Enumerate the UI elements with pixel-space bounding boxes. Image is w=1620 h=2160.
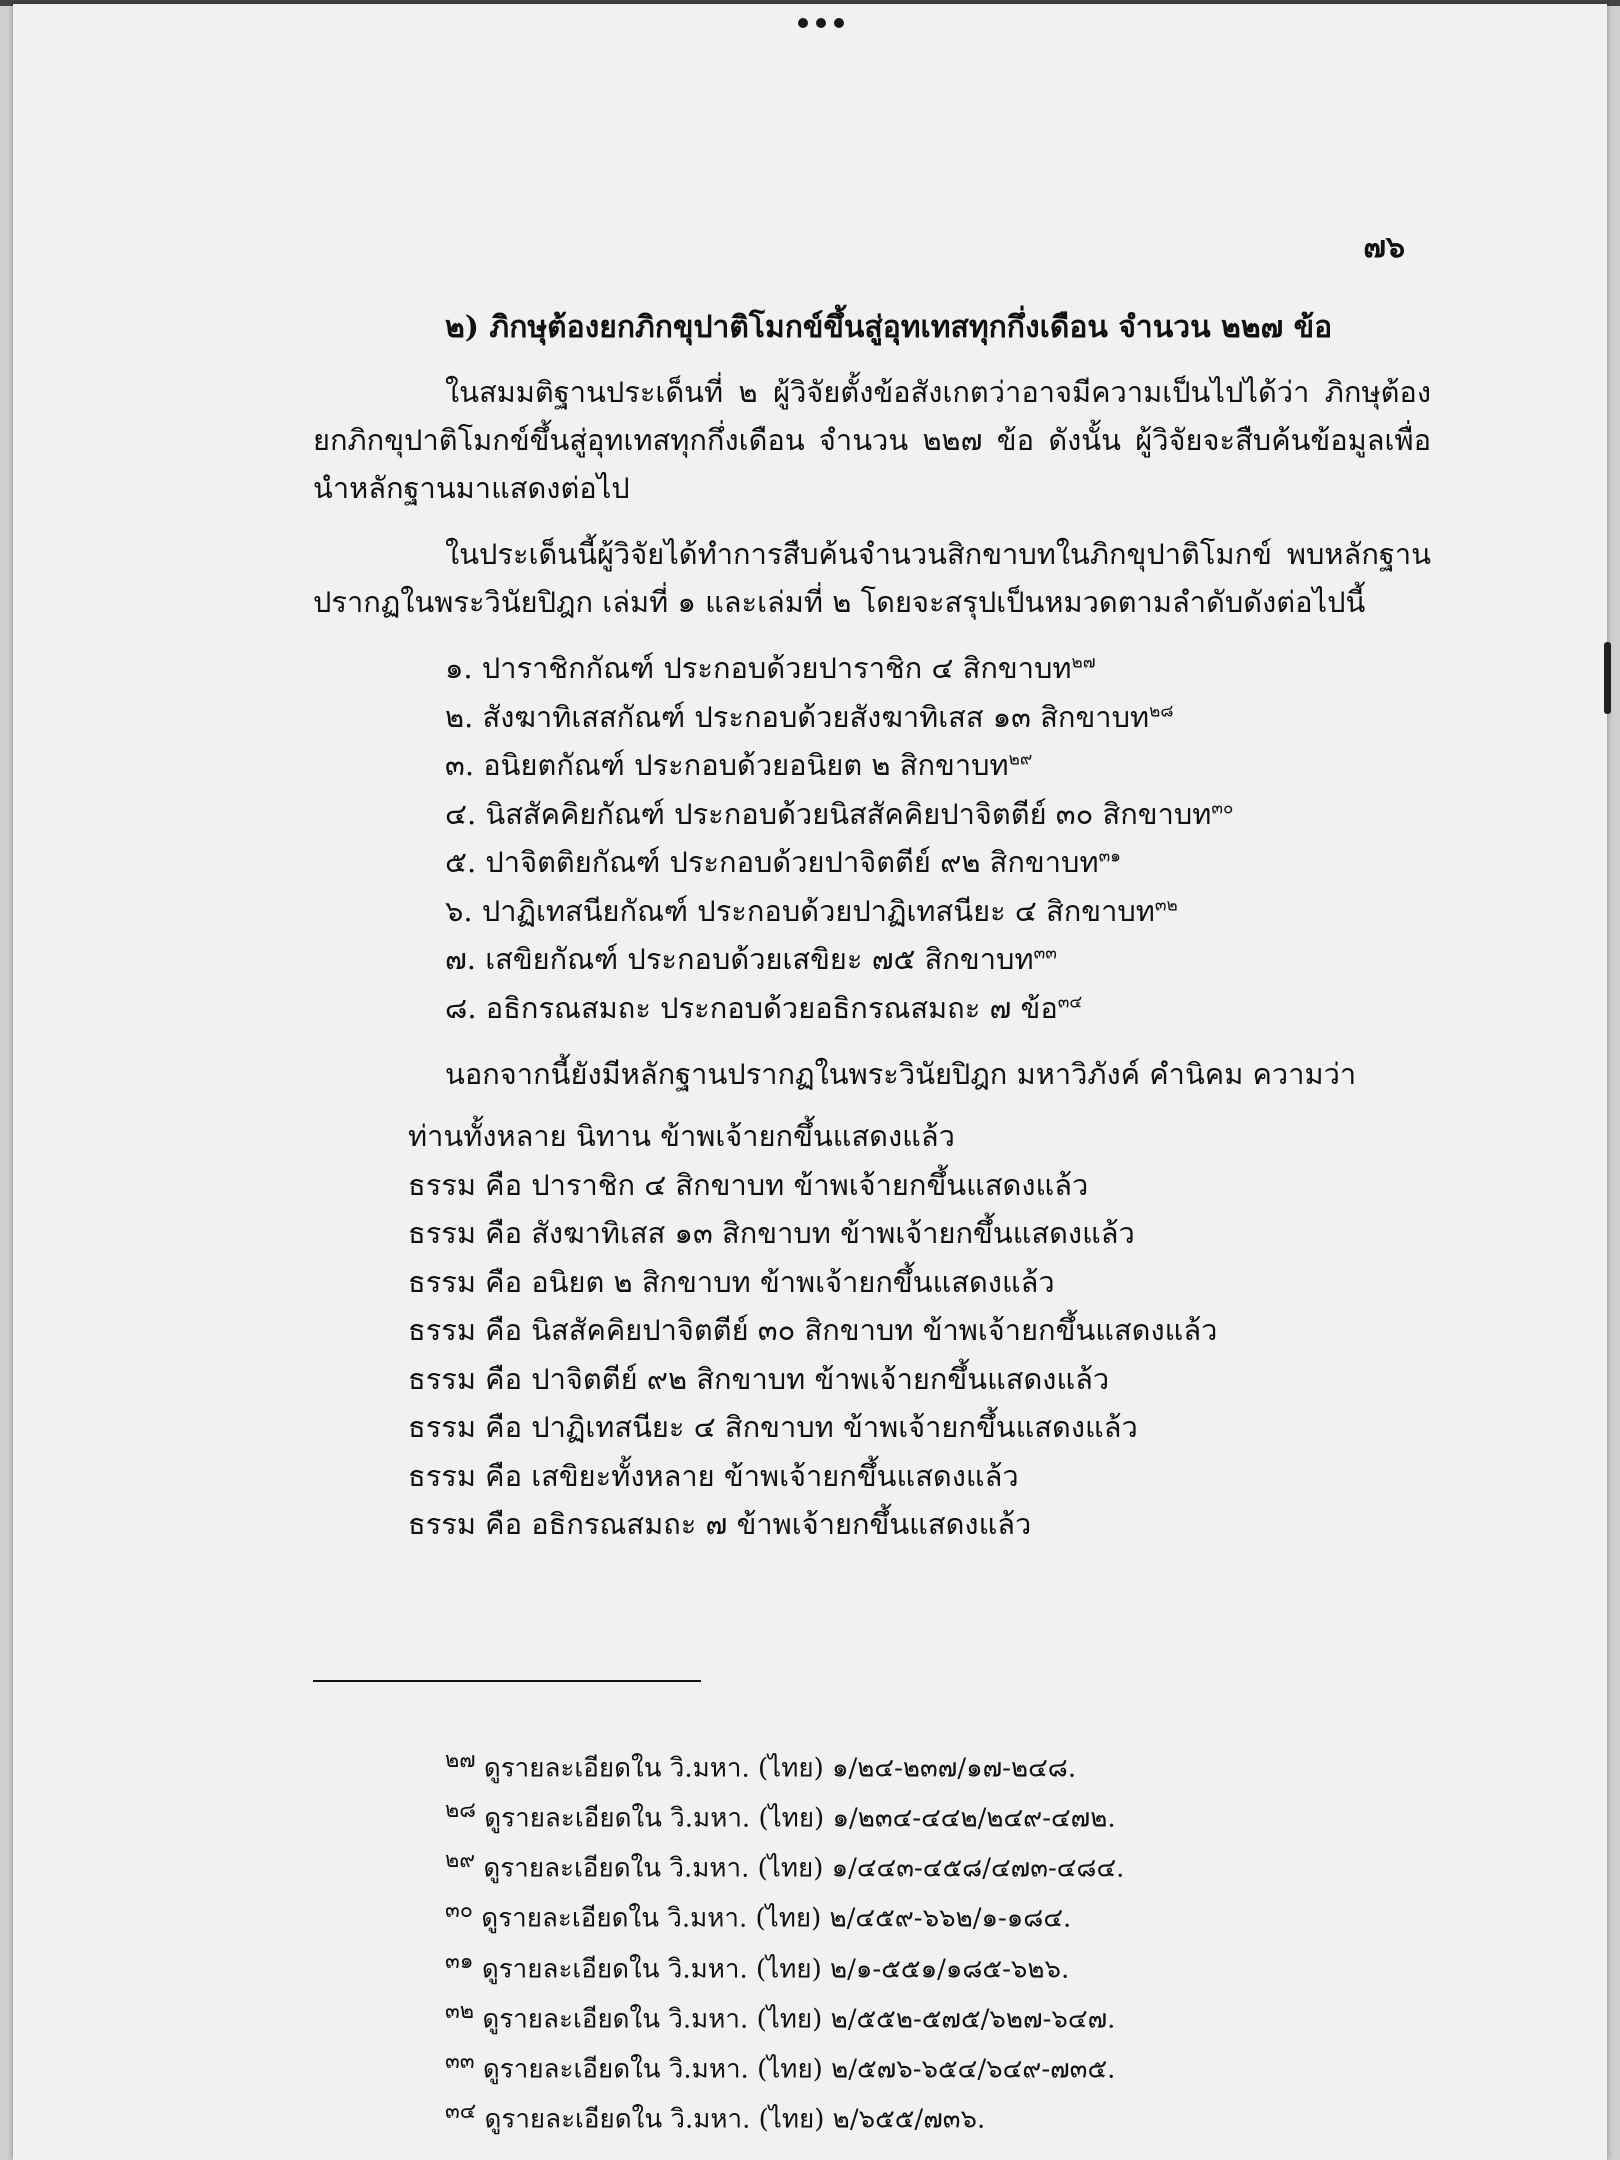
quote-line: ธรรม คือ นิสสัคคิยปาจิตตีย์ ๓๐ สิกขาบท ข้าพเจ้ายกขึ้นแสดงแล้ว [408, 1313, 1218, 1347]
footnote-text: ดูรายละเอียดใน วิ.มหา. (ไทย) ๒/๕๕๒-๕๗๕/๖๒๗-๖๔๗. [474, 2004, 1116, 2035]
more-dot [816, 18, 826, 28]
list-item [445, 790, 1233, 839]
footnote-number: ๓๔ [445, 2099, 477, 2125]
list-item-text: ๒. สังฆาทิเสสกัณฑ์ ประกอบด้วยสังฆาทิเสส ๑๓ สิกขาบท [445, 699, 1150, 734]
section-heading: ๒) ภิกษุต้องยกภิกขุปาติโมกข์ขึ้นสู่อุทเทสทุกกึ่งเดือน จำนวน ๒๒๗ ข้อ [445, 310, 1333, 345]
list-item-text: ๓. อนิยตกัณฑ์ ประกอบด้วยอนิยต ๒ สิกขาบท [445, 748, 1009, 782]
quote-line: ธรรม คือ ปาฏิเทสนียะ ๔ สิกขาบท ข้าพเจ้ายกขึ้นแสดงแล้ว [408, 1410, 1138, 1444]
footnote-text: ดูรายละเอียดใน วิ.มหา. (ไทย) ๑/๒๔-๒๓๗/๑๗-๒๔๘. [475, 1753, 1077, 1784]
footnote-number: ๓๑ [445, 1948, 474, 1974]
list-item-text: ๖. ปาฏิเทสนียกัณฑ์ ประกอบด้วยปาฏิเทสนียะ ๔ สิกขาบท [445, 893, 1155, 928]
footnote-ref[interactable]: ๓๔ [1057, 991, 1083, 1012]
footnote-number: ๓๓ [445, 2048, 475, 2074]
footnote-text: ดูรายละเอียดใน วิ.มหา. (ไทย) ๑/๔๔๓-๔๕๘/๔๗๓-๔๘๔. [475, 1853, 1125, 1884]
scrollbar-thumb[interactable] [1604, 642, 1611, 714]
paragraph-hypothesis: ในสมมติฐานประเด็นที่ ๒ ผู้วิจัยตั้งข้อสังเกตว่าอาจมีความเป็นไปได้ว่า ภิกษุต้องยกภิกขุปาติโมกข์ขึ้นสู่อุทเทสทุกกึ่งเดือน จำนวน ๒๒๗ ข้อ ดังนั้น ผู้วิจัยจะสืบค้นข้อมูลเพื่อนำหลักฐานมาแสดงต่อไป [313, 375, 1431, 505]
more-horizontal-icon[interactable] [798, 16, 844, 30]
list-item [445, 838, 1233, 887]
rule-category-list [445, 644, 1233, 1032]
footnote-ref[interactable]: ๓๑ [1098, 846, 1121, 867]
footnote [445, 2041, 1124, 2091]
footnote-number: ๒๘ [445, 1798, 476, 1824]
list-item [445, 887, 1233, 936]
footnote-ref[interactable]: ๒๘ [1149, 700, 1174, 721]
footnote [445, 1991, 1124, 2041]
footnote-number: ๓๐ [445, 1898, 474, 1924]
list-item [445, 984, 1233, 1033]
list-item-text: ๔. นิสสัคคิยกัณฑ์ ประกอบด้วยนิสสัคคิยปาจิตตีย์ ๓๐ สิกขาบท [445, 796, 1212, 831]
list-item-text: ๕. ปาจิตติยกัณฑ์ ประกอบด้วยปาจิตตีย์ ๙๒ สิกขาบท [445, 845, 1099, 879]
list-item [445, 693, 1233, 742]
quote-line: ธรรม คือ ปาจิตตีย์ ๙๒ สิกขาบท ข้าพเจ้ายกขึ้นแสดงแล้ว [408, 1361, 1110, 1396]
footnote-text: ดูรายละเอียดใน วิ.มหา. (ไทย) ๒/๖๕๕/๗๓๖. [476, 2104, 986, 2135]
footnote [445, 2091, 1124, 2141]
quote-line: ธรรม คือ สังฆาทิเสส ๑๓ สิกขาบท ข้าพเจ้ายกขึ้นแสดงแล้ว [408, 1216, 1135, 1250]
more-dot [834, 18, 844, 28]
footnote-ref[interactable]: ๓๒ [1154, 894, 1178, 915]
footnote [445, 1740, 1124, 1790]
list-item-text: ๑. ปาราชิกกัณฑ์ ประกอบด้วยปาราชิก ๔ สิกขาบท [445, 651, 1072, 685]
footnote-number: ๓๒ [445, 1998, 475, 2024]
footnote-ref[interactable]: ๒๗ [1071, 652, 1096, 673]
list-item [445, 644, 1233, 693]
quote-line: ท่านทั้งหลาย นิทาน ข้าพเจ้ายกขึ้นแสดงแล้ว [408, 1119, 955, 1153]
page-number: ๗๖ [1363, 230, 1405, 265]
more-dot [798, 18, 808, 28]
list-item-text: ๗. เสขิยกัณฑ์ ประกอบด้วยเสขิยะ ๗๕ สิกขาบท [445, 942, 1034, 976]
footnote-ref[interactable]: ๓๓ [1033, 943, 1057, 964]
footnote [445, 1790, 1124, 1840]
quoted-passage [408, 1112, 1217, 1549]
quote-line: ธรรม คือ ปาราชิก ๔ สิกขาบท ข้าพเจ้ายกขึ้นแสดงแล้ว [408, 1167, 1089, 1202]
footnote [445, 1941, 1124, 1991]
quote-line: ธรรม คือ อธิกรณสมถะ ๗ ข้าพเจ้ายกขึ้นแสดงแล้ว [408, 1507, 1032, 1541]
list-item [445, 741, 1233, 790]
footnote-text: ดูรายละเอียดใน วิ.มหา. (ไทย) ๑/๒๓๔-๔๔๒/๒๔๙-๔๗๒. [475, 1803, 1116, 1834]
quote-line: ธรรม คือ อนิยต ๒ สิกขาบท ข้าพเจ้ายกขึ้นแสดงแล้ว [408, 1264, 1055, 1299]
footnote-number: ๒๗ [445, 1748, 476, 1773]
quote-line: ธรรม คือ เสขิยะทั้งหลาย ข้าพเจ้ายกขึ้นแสดงแล้ว [408, 1458, 1019, 1493]
list-item [445, 935, 1233, 984]
footnote-ref[interactable]: ๓๐ [1211, 797, 1234, 818]
list-item-text: ๘. อธิกรณสมถะ ประกอบด้วยอธิกรณสมถะ ๗ ข้อ [445, 990, 1058, 1025]
quote-intro: นอกจากนี้ยังมีหลักฐานปรากฏในพระวินัยปิฎก มหาวิภังค์ คำนิคม ความว่า [445, 1057, 1357, 1091]
footnote [445, 1840, 1124, 1890]
footnote [445, 1890, 1124, 1940]
footnote-divider [313, 1680, 701, 1682]
footnote-text: ดูรายละเอียดใน วิ.มหา. (ไทย) ๒/๔๕๙-๖๖๒/๑-๑๘๔. [473, 1904, 1072, 1935]
footnotes [445, 1740, 1124, 2141]
document-page [13, 4, 1607, 2160]
footnote-ref[interactable]: ๒๙ [1008, 749, 1033, 770]
footnote-text: ดูรายละเอียดใน วิ.มหา. (ไทย) ๒/๑-๕๕๑/๑๘๕-๖๒๖. [473, 1954, 1070, 1985]
footnote-number: ๒๙ [445, 1848, 476, 1874]
paragraph-evidence: ในประเด็นนี้ผู้วิจัยได้ทำการสืบค้นจำนวนสิกขาบทในภิกขุปาติโมกข์ พบหลักฐานปรากฏในพระวินัยปิฎก เล่มที่ ๑ และเล่มที่ ๒ โดยจะสรุปเป็นหมวดตามลำดับดังต่อไปนี้ [313, 537, 1431, 619]
footnote-text: ดูรายละเอียดใน วิ.มหา. (ไทย) ๒/๕๗๖-๖๕๔/๖๔๙-๗๓๕. [474, 2054, 1116, 2085]
